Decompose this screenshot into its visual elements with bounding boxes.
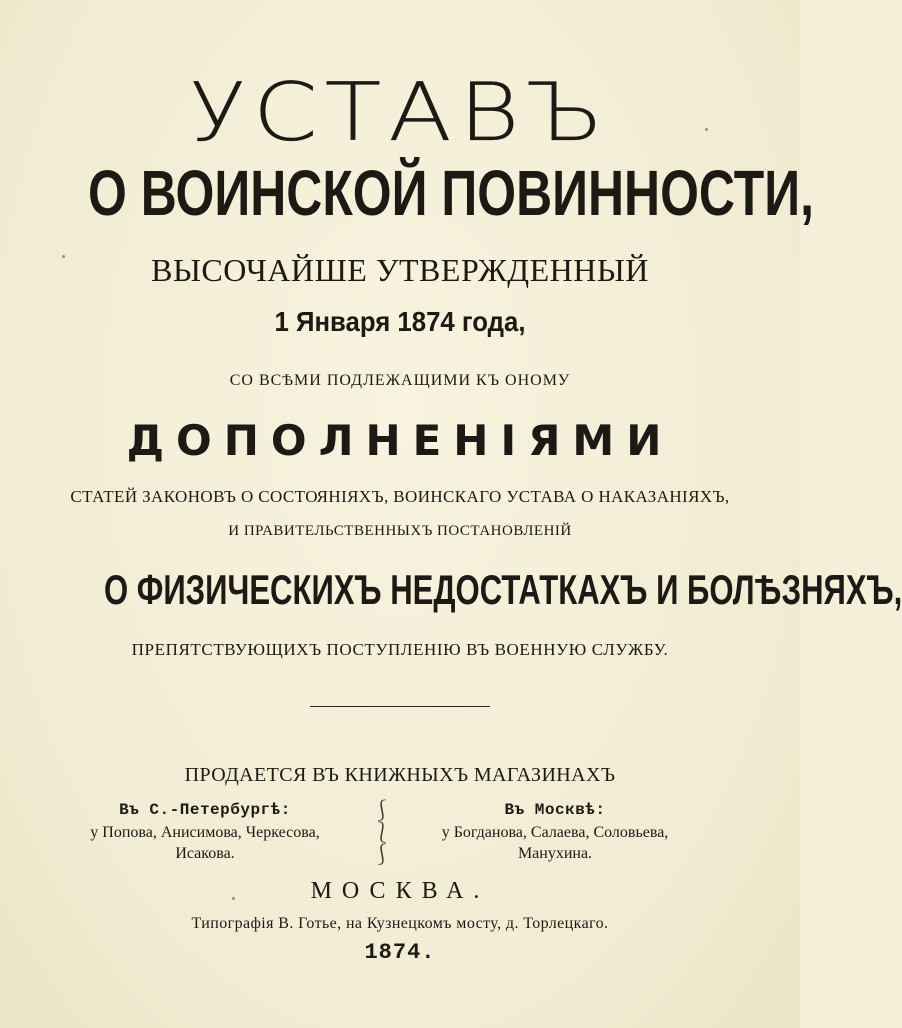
paper-speck bbox=[62, 255, 65, 258]
spb-shops-line2: Исакова. bbox=[175, 845, 235, 862]
preventing-line: ПРЕПЯТСТВУЮЩИХЪ ПОСТУПЛЕНІЮ ВЪ ВОЕННУЮ СЛУЖБУ. bbox=[131, 640, 669, 659]
date-line: 1 Января 1874 года, bbox=[274, 306, 526, 337]
government-line: И ПРАВИТЕЛЬСТВЕННЫХЪ ПОСТАНОВЛЕНІЙ bbox=[228, 523, 572, 539]
spb-shops-line1: у Попова, Анисимова, Черкесова, bbox=[90, 824, 320, 841]
spb-bookshops bbox=[50, 798, 360, 864]
paper-speck bbox=[232, 897, 235, 900]
physical-heading: О ФИЗИЧЕСКИХЪ НЕДОСТАТКАХЪ И БОЛѢЗНЯХЪ, bbox=[104, 566, 902, 613]
sold-line: ПРОДАЕТСЯ ВЪ КНИЖНЫХЪ МАГАЗИНАХЪ bbox=[184, 764, 616, 786]
moscow-city: Въ Москвѣ: bbox=[504, 801, 606, 819]
paper-speck bbox=[705, 128, 708, 131]
with-all-line: СО ВСѢМИ ПОДЛЕЖАЩИМИ КЪ ОНОМУ bbox=[229, 372, 571, 389]
spb-city: Въ С.-Петербургѣ: bbox=[119, 801, 291, 819]
moscow-shops-line2: Манухина. bbox=[517, 845, 593, 862]
articles-line: СТАТЕЙ ЗАКОНОВЪ О СОСТОЯНІЯХЪ, ВОИНСКАГО УСТАВА О НАКАЗАНІЯХЪ, bbox=[70, 487, 730, 506]
divider-rule bbox=[310, 706, 490, 707]
printer-line: Типографія В. Готье, на Кузнецкомъ мосту, д. Торлецкаго. bbox=[191, 915, 609, 932]
brace-divider: ⎰ ⎱ ⎰ bbox=[372, 798, 392, 866]
publication-year: 1874. bbox=[364, 940, 436, 965]
place-of-publication: МОСКВА. bbox=[310, 878, 490, 904]
moscow-shops-line1: у Богданова, Салаева, Соловьева, bbox=[441, 824, 669, 841]
moscow-bookshops bbox=[400, 798, 710, 864]
subtitle: О ВОИНСКОЙ ПОВИННОСТИ, bbox=[88, 157, 814, 229]
main-title: УСТАВЪ bbox=[189, 66, 611, 159]
approval-line: ВЫСОЧАЙШЕ УТВЕРЖДЕННЫЙ bbox=[151, 252, 649, 288]
additions-heading: ДОПОЛНЕНІЯМИ bbox=[126, 416, 674, 465]
